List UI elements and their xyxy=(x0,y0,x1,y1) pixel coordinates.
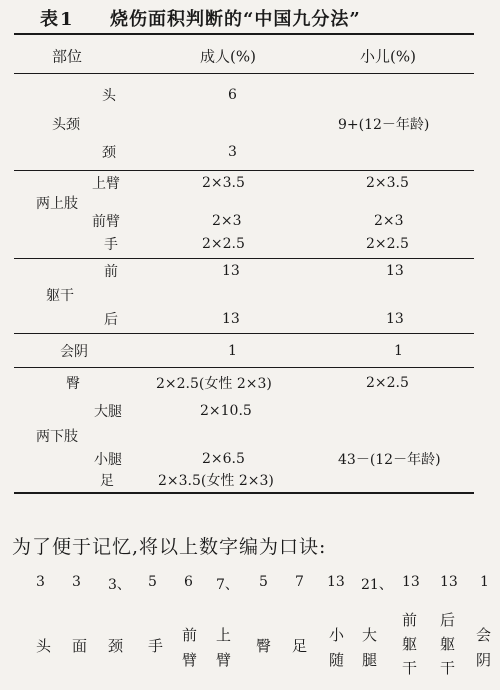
adult-head: 6 xyxy=(228,87,237,103)
part-perineum: 会阴 xyxy=(60,344,88,360)
mnemonic-part: 面 xyxy=(72,637,88,655)
child-lower-limbs: 43－(12－年龄) xyxy=(338,452,441,468)
mnemonic-number: 6 xyxy=(184,574,193,590)
mnemonic-part: 上 臂 xyxy=(216,626,232,669)
section-rule xyxy=(14,367,474,368)
part-trunk-back: 后 xyxy=(104,312,118,328)
header-rule xyxy=(14,73,474,74)
adult-trunk-back: 13 xyxy=(222,311,240,327)
child-head-neck: 9+(12－年龄) xyxy=(338,117,430,133)
mnemonic-part: 手 xyxy=(148,637,164,655)
section-rule xyxy=(14,333,474,334)
part-thigh: 大腿 xyxy=(94,404,122,420)
child-buttocks: 2×2.5 xyxy=(366,375,409,391)
part-foot: 足 xyxy=(100,473,114,489)
group-head-neck: 头颈 xyxy=(52,117,80,133)
mnemonic-number: 1 xyxy=(480,574,489,590)
child-forearm: 2×3 xyxy=(374,213,404,229)
mnemonic-part: 前 躯 干 xyxy=(402,611,418,677)
part-head: 头 xyxy=(102,88,116,104)
mnemonic-number: 21、 xyxy=(361,577,393,593)
mnemonic-part: 足 xyxy=(292,637,308,655)
mnemonic-part: 小 随 xyxy=(329,626,345,669)
part-hand: 手 xyxy=(104,237,118,253)
adult-forearm: 2×3 xyxy=(212,213,242,229)
part-neck: 颈 xyxy=(102,145,116,161)
mnemonic-part: 会 阴 xyxy=(476,626,492,669)
mnemonic-part: 后 躯 干 xyxy=(440,611,456,677)
adult-neck: 3 xyxy=(228,144,237,160)
child-trunk-back: 13 xyxy=(386,311,404,327)
adult-calf: 2×6.5 xyxy=(202,451,245,467)
mnemonic-number: 13 xyxy=(440,574,458,590)
child-upper-arm: 2×3.5 xyxy=(366,175,409,191)
part-forearm: 前臂 xyxy=(92,214,120,230)
mnemonic-number: 3 xyxy=(72,574,81,590)
adult-perineum: 1 xyxy=(228,343,237,359)
mnemonic-number: 5 xyxy=(148,574,157,590)
mnemonic-part: 大 腿 xyxy=(362,626,378,669)
mnemonic-part: 头 xyxy=(36,637,52,655)
part-calf: 小腿 xyxy=(94,452,122,468)
section-rule xyxy=(14,258,474,259)
mnemonic-title: 为了便于记忆,将以上数字编为口诀: xyxy=(12,536,327,558)
section-rule xyxy=(14,170,474,171)
mnemonic-part: 臀 xyxy=(256,637,272,655)
adult-trunk-front: 13 xyxy=(222,263,240,279)
mnemonic-number: 7 xyxy=(295,574,304,590)
group-lower-limbs: 两下肢 xyxy=(36,429,78,445)
table-top-rule xyxy=(14,33,474,35)
adult-upper-arm: 2×3.5 xyxy=(202,175,245,191)
part-trunk-front: 前 xyxy=(104,264,118,280)
table-bottom-rule xyxy=(14,492,474,494)
adult-buttocks: 2×2.5(女性 2×3) xyxy=(156,376,272,392)
mnemonic-number: 3、 xyxy=(108,577,131,593)
adult-foot: 2×3.5(女性 2×3) xyxy=(158,473,274,489)
header-adult: 成人(%) xyxy=(200,47,256,66)
child-hand: 2×2.5 xyxy=(366,236,409,252)
mnemonic-number: 5 xyxy=(259,574,268,590)
child-perineum: 1 xyxy=(394,343,403,359)
mnemonic-number: 13 xyxy=(327,574,345,590)
header-child: 小儿(%) xyxy=(360,47,416,66)
mnemonic-number: 3 xyxy=(36,574,45,590)
adult-thigh: 2×10.5 xyxy=(200,403,252,419)
mnemonic-number: 7、 xyxy=(216,577,239,593)
group-upper-limbs: 两上肢 xyxy=(36,196,78,212)
table-title: 烧伤面积判断的“中国九分法” xyxy=(110,9,361,30)
mnemonic-number: 13 xyxy=(402,574,420,590)
mnemonic-part: 前 臂 xyxy=(182,626,198,669)
header-part: 部位 xyxy=(52,47,83,66)
group-trunk: 躯干 xyxy=(46,288,74,304)
child-trunk-front: 13 xyxy=(386,263,404,279)
part-buttocks: 臀 xyxy=(66,376,80,392)
part-upper-arm: 上臂 xyxy=(92,176,120,192)
table-label: 表1 xyxy=(40,9,75,30)
mnemonic-part: 颈 xyxy=(108,637,124,655)
adult-hand: 2×2.5 xyxy=(202,236,245,252)
